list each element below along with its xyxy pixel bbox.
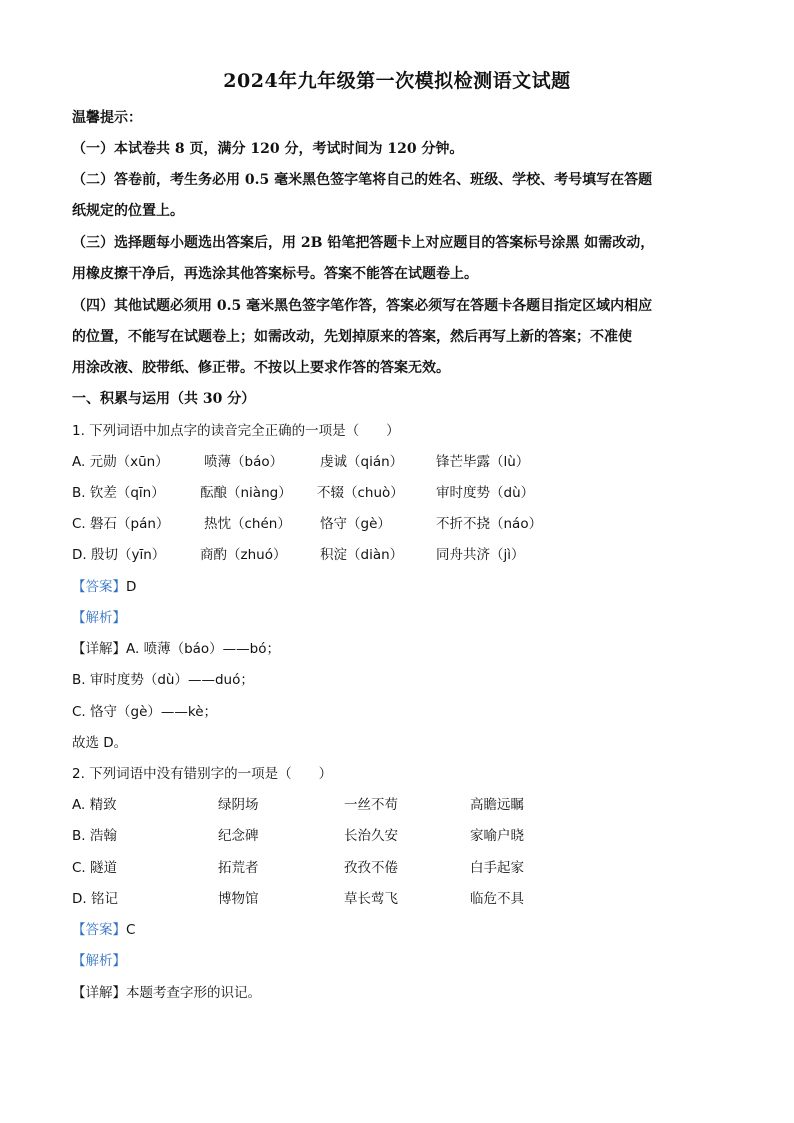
q1-detail	[72, 639, 280, 659]
q2-detail	[72, 983, 261, 1003]
document-page: 2024年九年级第一次模拟检测语文试题 温馨提示： （一）本试卷共 8 页，满分 120 分，考试时间为 120 分钟。 （二）答卷前，考生务必用 0.5 毫米黑色签字笔将自己的姓名、班级、学校、考号填写在答题 纸规定的位置上。 （三）选择题每小题选出答案后，用 2B 铅笔把答题卡上对应题目的答案标号涂黑 如需改动， 用橡皮擦干净后，再选涂其他答案标号。答案不能答在试题卷上。 （四）其他试题必须用 0.5 毫米黑色签字笔作答，答案必须写在答题卡各题目指定区域内相应 的位置，不能写在试题卷上；如需改动，先划掉原来的答案，然后再写上新的答案；不准使 用涂改液、胶带纸、修正带。不按以上要求作答的答案无效。 一、积累与运用（共 30 分） 1. 下列词语中加点字的读音完全正确的一项是（ ） A. 元勋（xūn） 喷薄（báo） 虔诚（qián） 锋芒毕露（lù） B. 钦差（qīn） 酝酿（niàng） 不辍（chuò） 审时度势（dù） C. 磐石（pán） 热忱（chén） 恪守（gè） 不折不挠（náo） D. 殷切（yīn） 商酌（zhuó） 积淀（diàn） 同舟共济（jì） 【答案】D 【解析】 【详解】A. 喷薄（báo）——bó； B. 审时度势（dù）——duó； C. 恪守（gè）——kè； 故选 D。 2. 下列词语中没有错别字的一项是（ ） A. 精致 绿阴场 一丝不苟 高瞻远瞩 B. 浩翰 纪念碑 长治久安 家喻户晓 C. 隧道 拓荒者 孜孜不倦 白手起家 D. 铭记 博物馆 草长莺飞 临危不具 【答案】C 【解析】 【详解】本题考查字形的识记。	[0, 0, 794, 1123]
q2-analysis-tag: 【解析】	[72, 953, 126, 969]
q2-answer-value: C	[126, 922, 136, 938]
q1-detail-line-1: A. 喷薄（báo）——bó；	[126, 641, 281, 657]
q2-stem: 2. 下列词语中没有错别字的一项是（ ）	[72, 766, 333, 782]
notice-line-4: （三）选择题每小题选出答案后，用 2B 铅笔把答题卡上对应题目的答案标号涂黑 如需改动，	[72, 235, 655, 251]
q1-detail-line-3: C. 恪守（gè）——kè；	[72, 704, 218, 720]
page-title: 2024年九年级第一次模拟检测语文试题	[223, 70, 571, 92]
q1-answer-tag: 【答案】	[72, 579, 126, 595]
notice-line-5: 用橡皮擦干净后，再选涂其他答案标号。答案不能答在试题卷上。	[72, 266, 478, 282]
q2-answer-tag: 【答案】	[72, 922, 126, 938]
q1-detail-line-4: 故选 D。	[72, 735, 128, 751]
notice-line-2: （二）答卷前，考生务必用 0.5 毫米黑色签字笔将自己的姓名、班级、学校、考号填写在答题	[72, 172, 653, 188]
q1-analysis-tag: 【解析】	[72, 610, 126, 626]
notice-line-1: （一）本试卷共 8 页，满分 120 分，考试时间为 120 分钟。	[72, 141, 464, 157]
notice-line-8: 用涂改液、胶带纸、修正带。不按以上要求作答的答案无效。	[72, 360, 450, 376]
q2-answer	[72, 920, 135, 940]
section-heading: 一、积累与运用（共 30 分）	[72, 391, 256, 407]
q1-stem: 1. 下列词语中加点字的读音完全正确的一项是（ ）	[72, 423, 400, 439]
q2-detail-tag: 【详解】	[72, 985, 126, 1001]
notice-line-7: 的位置，不能写在试题卷上；如需改动，先划掉原来的答案，然后再写上新的答案；不准使	[72, 329, 632, 345]
notice-heading: 温馨提示：	[72, 110, 142, 126]
notice-line-3: 纸规定的位置上。	[72, 203, 184, 219]
q1-detail-tag: 【详解】	[72, 641, 126, 657]
q2-detail-text: 本题考查字形的识记。	[126, 985, 261, 1001]
q1-answer	[72, 577, 136, 597]
q1-detail-line-2: B. 审时度势（dù）——duó；	[72, 672, 254, 688]
q1-answer-value: D	[126, 579, 137, 595]
notice-line-6: （四）其他试题必须用 0.5 毫米黑色签字笔作答，答案必须写在答题卡各题目指定区域内相应	[72, 298, 653, 314]
